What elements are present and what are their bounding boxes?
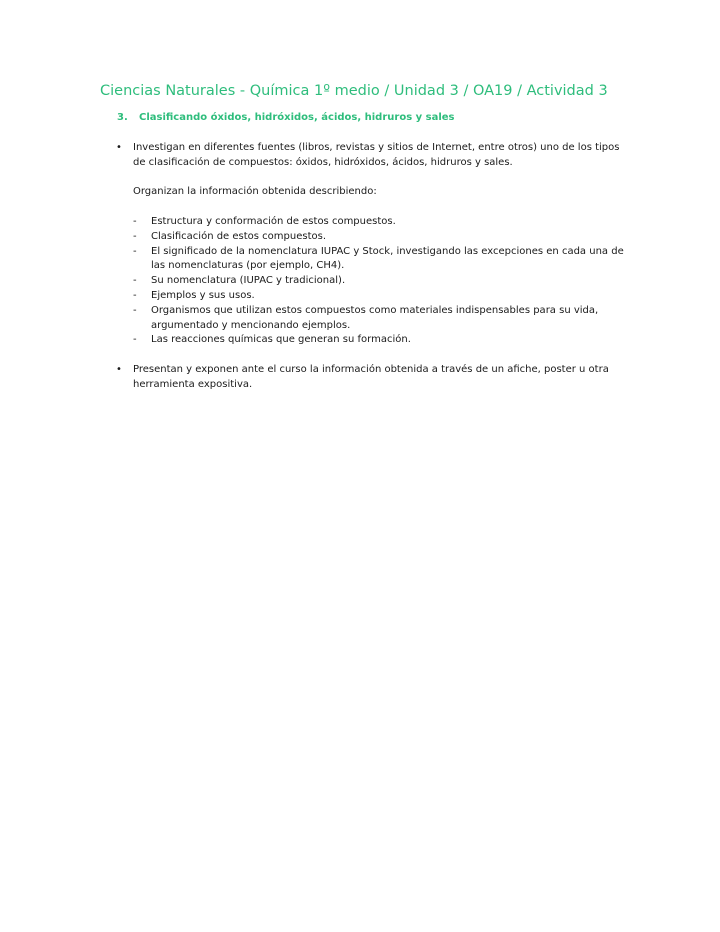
- list-item-text: El significado de la nomenclatura IUPAC y Stock, investigando las excepciones en cada una de las nomenclaturas (por ejemplo, CH4).: [151, 245, 624, 272]
- list-item: [133, 245, 625, 275]
- activity-content: [115, 141, 625, 393]
- list-item-text: Su nomenclatura (IUPAC y tradicional).: [151, 275, 346, 287]
- section-heading: [117, 112, 454, 123]
- bullet-icon: •: [116, 363, 122, 375]
- spacer: [115, 348, 625, 363]
- bullet-icon: •: [116, 142, 122, 153]
- list-item: [133, 215, 625, 230]
- section-number: 3.: [117, 112, 128, 123]
- list-item-text: Organismos que utilizan estos compuestos como materiales indispensables para su vida, argumentado y mencionando ejemplos.: [151, 304, 599, 331]
- list-item-text: Estructura y conformación de estos compuestos.: [151, 215, 396, 227]
- section-heading-text: Clasificando óxidos, hidróxidos, ácidos, hidruros y sales: [139, 112, 455, 123]
- dash-icon: -: [133, 230, 137, 242]
- bullet-text: Investigan en diferentes fuentes (libros, revistas y sitios de Internet, entre otros) uno de los tipos de clasificación de compuestos: óxidos, hidróxidos, ácidos, hidruros y sales.: [133, 142, 620, 168]
- list-item: [133, 333, 625, 348]
- dash-icon: -: [133, 215, 137, 227]
- list-item: [133, 304, 625, 334]
- dash-icon: -: [133, 275, 137, 287]
- list-item-text: Clasificación de estos compuestos.: [151, 230, 327, 242]
- sub-paragraph: Organizan la información obtenida describiendo:: [133, 186, 377, 198]
- list-item-text: Las reacciones químicas que generan su formación.: [151, 334, 411, 346]
- list-item-text: Ejemplos y sus usos.: [151, 289, 255, 301]
- bullet-item-present: [115, 363, 625, 393]
- dash-icon: -: [133, 334, 137, 346]
- bullet-text: Presentan y exponen ante el curso la información obtenida a través de un afiche, poster u otra herramienta expositiva.: [133, 363, 609, 390]
- bullet-item-investigate: [115, 141, 625, 348]
- dash-list: [133, 215, 625, 348]
- list-item: [133, 274, 625, 289]
- document-title: Ciencias Naturales - Química 1º medio / Unidad 3 / OA19 / Actividad 3: [100, 83, 608, 99]
- dash-icon: -: [133, 245, 137, 257]
- dash-icon: -: [133, 304, 137, 316]
- dash-icon: -: [133, 289, 137, 301]
- list-item: [133, 289, 625, 304]
- list-item: [133, 230, 625, 245]
